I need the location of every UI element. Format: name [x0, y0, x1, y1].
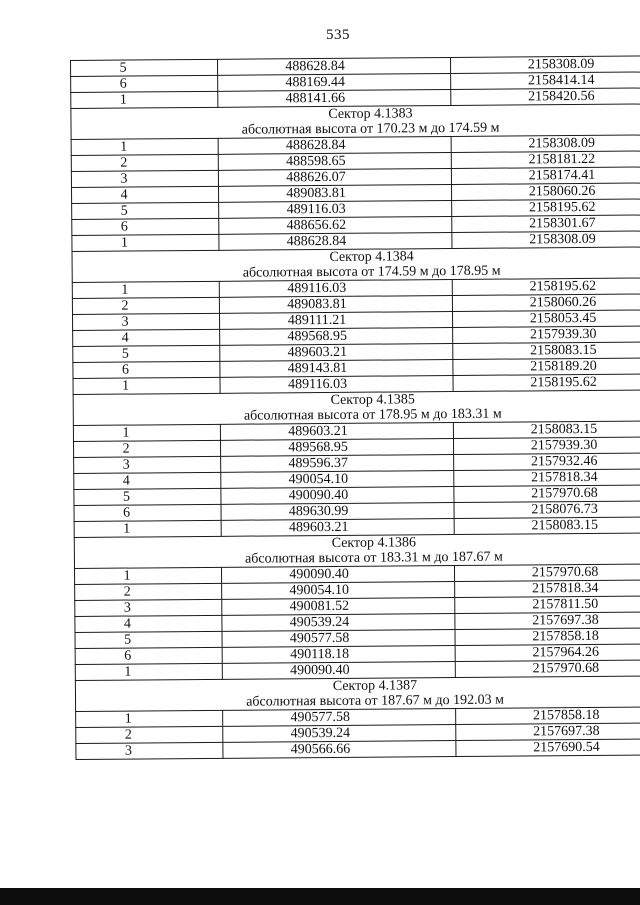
point-number: 5	[75, 631, 222, 648]
coordinate-x: 489596.37	[221, 454, 454, 472]
coordinate-x: 490090.40	[222, 661, 455, 679]
point-number: 1	[72, 281, 219, 298]
sector-title: Сектор 4.1384	[72, 247, 640, 267]
coordinate-y: 2157970.68	[454, 485, 640, 503]
coordinate-x: 489630.99	[221, 502, 454, 520]
coordinate-y: 2158053.45	[452, 310, 640, 328]
point-number: 3	[75, 599, 222, 616]
coordinate-x: 490118.18	[222, 645, 455, 663]
point-number: 2	[71, 154, 218, 171]
coordinate-x: 490539.24	[223, 724, 456, 742]
point-number: 6	[74, 504, 221, 521]
coordinate-y: 2157858.18	[456, 707, 640, 725]
coordinate-x: 489116.03	[219, 280, 452, 298]
coordinate-y: 2158189.20	[453, 358, 640, 376]
coordinate-x: 489111.21	[219, 312, 452, 330]
coordinate-y: 2157818.34	[454, 469, 640, 487]
coordinate-y: 2158060.26	[451, 183, 640, 201]
scan-bottom-edge	[0, 888, 640, 905]
coordinate-y: 2158181.22	[451, 151, 640, 169]
coordinate-y: 2157970.68	[454, 564, 640, 582]
coordinate-y: 2158195.62	[452, 278, 640, 296]
coordinate-y: 2157697.38	[456, 723, 640, 741]
point-number: 3	[71, 170, 218, 187]
sector-altitude: абсолютная высота от 183.31 м до 187.67 м	[74, 548, 640, 568]
coordinate-x: 489568.95	[220, 328, 453, 346]
point-number: 6	[75, 647, 222, 664]
coordinate-x: 490566.66	[223, 740, 456, 758]
coordinate-y: 2157811.50	[455, 596, 640, 614]
point-number: 5	[73, 345, 220, 362]
point-number: 3	[74, 456, 221, 473]
coordinate-x: 490577.58	[222, 629, 455, 647]
point-number: 6	[72, 218, 219, 235]
point-number: 6	[73, 361, 220, 378]
point-number: 1	[72, 234, 219, 251]
point-number: 6	[71, 75, 218, 92]
point-number: 4	[74, 472, 221, 489]
point-number: 5	[71, 59, 218, 76]
table-row	[76, 739, 640, 760]
point-number: 1	[74, 520, 221, 537]
coordinate-x: 488628.84	[219, 233, 452, 251]
coordinates-sheet	[70, 56, 605, 760]
coordinate-x: 488628.84	[218, 137, 451, 155]
coordinate-y: 2158414.14	[451, 72, 640, 90]
coordinate-y: 2157939.30	[453, 437, 640, 455]
coordinate-x: 489083.81	[218, 185, 451, 203]
coordinate-y: 2158308.09	[451, 135, 640, 153]
point-number: 3	[72, 313, 219, 330]
coordinate-x: 490090.40	[221, 565, 454, 583]
point-number: 1	[71, 138, 218, 155]
point-number: 1	[75, 663, 222, 680]
coordinate-y: 2158076.73	[454, 501, 640, 519]
sector-title: Сектор 4.1383	[71, 104, 640, 124]
point-number: 1	[76, 710, 223, 727]
coordinate-x: 490577.58	[223, 708, 456, 726]
coordinate-y: 2157970.68	[455, 660, 640, 678]
coordinate-y: 2158083.15	[454, 517, 640, 535]
point-number: 1	[71, 91, 218, 108]
coordinate-x: 488626.07	[218, 169, 451, 187]
coordinate-y: 2157964.26	[455, 644, 640, 662]
coordinate-y: 2158083.15	[453, 421, 640, 439]
point-number: 4	[72, 186, 219, 203]
coordinate-x: 490054.10	[222, 581, 455, 599]
coordinates-table-body	[71, 56, 640, 760]
coordinate-x: 489083.81	[219, 296, 452, 314]
coordinate-x: 488141.66	[218, 90, 451, 108]
coordinate-y: 2158308.09	[450, 56, 640, 74]
coordinate-x: 490054.10	[221, 470, 454, 488]
coordinate-x: 489603.21	[220, 344, 453, 362]
coordinate-x: 488169.44	[218, 74, 451, 92]
coordinate-x: 489603.21	[220, 423, 453, 441]
sector-title: Сектор 4.1387	[75, 676, 640, 696]
point-number: 5	[74, 488, 221, 505]
page-number: 535	[326, 27, 350, 43]
sector-altitude: абсолютная высота от 170.23 м до 174.59 м	[71, 119, 640, 139]
point-number: 2	[73, 440, 220, 457]
point-number: 2	[75, 583, 222, 600]
coordinate-x: 489568.95	[220, 438, 453, 456]
coordinate-y: 2158308.09	[452, 231, 640, 249]
coordinate-x: 490090.40	[221, 486, 454, 504]
sector-title: Сектор 4.1386	[74, 533, 640, 553]
coordinate-x: 488628.84	[217, 58, 450, 76]
coordinate-x: 488598.65	[218, 153, 451, 171]
point-number: 1	[74, 567, 221, 584]
point-number: 4	[73, 329, 220, 346]
coordinate-y: 2158195.62	[452, 199, 640, 217]
coordinate-y: 2157690.54	[456, 739, 640, 757]
point-number: 1	[73, 424, 220, 441]
coordinate-y: 2158060.26	[452, 294, 640, 312]
coordinates-table	[70, 55, 640, 760]
coordinate-y: 2158420.56	[451, 88, 640, 106]
point-number: 2	[76, 726, 223, 743]
coordinate-x: 489143.81	[220, 360, 453, 378]
point-number: 3	[76, 742, 223, 759]
sector-altitude: абсолютная высота от 178.95 м до 183.31 м	[73, 405, 640, 425]
point-number: 4	[75, 615, 222, 632]
coordinate-x: 489116.03	[219, 201, 452, 219]
coordinate-y: 2157818.34	[455, 580, 640, 598]
coordinate-x: 490539.24	[222, 613, 455, 631]
sector-altitude: абсолютная высота от 174.59 м до 178.95 м	[72, 262, 640, 282]
sector-title: Сектор 4.1385	[73, 390, 640, 410]
coordinate-x: 489603.21	[221, 518, 454, 536]
coordinate-y: 2158195.62	[453, 374, 640, 392]
point-number: 1	[73, 377, 220, 394]
point-number: 2	[72, 297, 219, 314]
sector-altitude: абсолютная высота от 187.67 м до 192.03 м	[75, 691, 640, 711]
coordinate-y: 2157858.18	[455, 628, 640, 646]
coordinate-x: 488656.62	[219, 217, 452, 235]
coordinate-y: 2157932.46	[454, 453, 640, 471]
coordinate-x: 490081.52	[222, 597, 455, 615]
coordinate-y: 2157697.38	[455, 612, 640, 630]
coordinate-x: 489116.03	[220, 376, 453, 394]
coordinate-y: 2158083.15	[453, 342, 640, 360]
coordinate-y: 2157939.30	[453, 326, 640, 344]
coordinate-y: 2158301.67	[452, 215, 640, 233]
point-number: 5	[72, 202, 219, 219]
coordinate-y: 2158174.41	[451, 167, 640, 185]
